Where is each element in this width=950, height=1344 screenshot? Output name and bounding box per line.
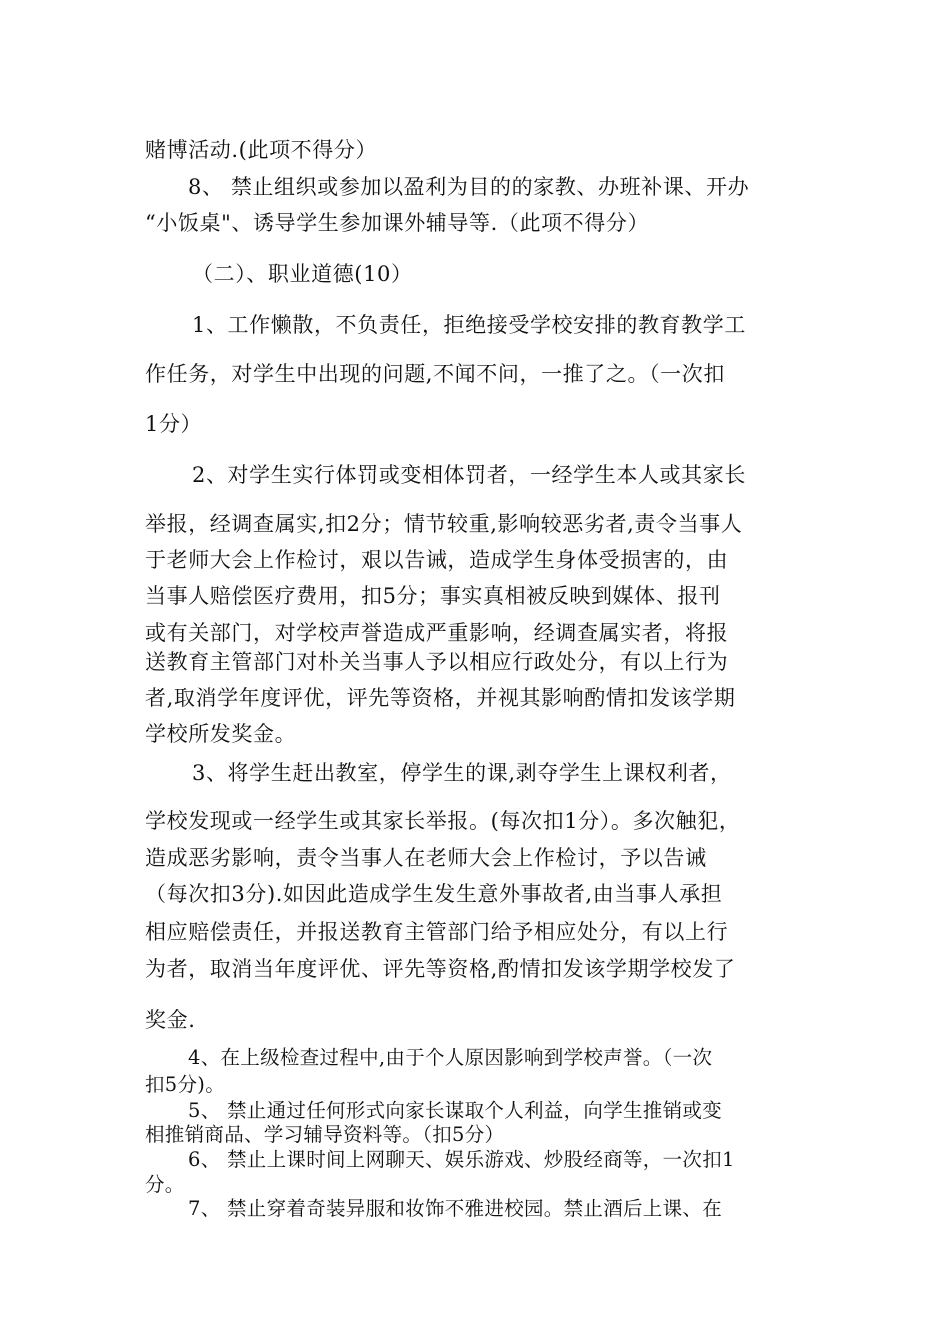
text-line: 相应赔偿责任，并报送教育主管部门给予相应处分，有以上行	[145, 920, 729, 944]
text-line: 3、将学生赶出教室，停学生的课,剥夺学生上课权利者，	[192, 761, 732, 785]
text-line: 赌博活动.(此项不得分）	[145, 138, 378, 162]
text-line: 学校所发奖金。	[145, 722, 297, 746]
text-line: “小饭桌"、诱导学生参加课外辅导等.（此项不得分）	[145, 211, 650, 235]
text-line: 7、 禁止穿着奇装异服和妆饰不雅进校园。禁止酒后上课、在	[188, 1197, 723, 1220]
text-line: 2、对学生实行体罚或变相体罚者，一经学生本人或其家长	[192, 463, 746, 487]
text-line: 举报，经调查属实,扣2分；情节较重,影响较恶劣者,责令当事人	[145, 512, 743, 536]
text-line: 扣5分)。	[145, 1073, 226, 1096]
text-line: 分。	[145, 1173, 185, 1196]
text-line: 奖金.	[145, 1008, 196, 1032]
text-line: 学校发现或一经学生或其家长举报。(每次扣1分）。多次触犯，	[145, 809, 741, 833]
text-line: 或有关部门，对学校声誉造成严重影响，经调查属实者，将报	[145, 621, 729, 645]
text-line: 造成恶劣影响，责令当事人在老师大会上作检讨，予以告诫	[145, 846, 707, 870]
text-line: 作任务，对学生中出现的问题,不闻不问，一推了之。（一次扣	[145, 362, 725, 386]
section-heading: （二）、职业道德(10）	[192, 262, 413, 286]
text-line: 1、工作懒散，不负责任，拒绝接受学校安排的教育教学工	[192, 313, 746, 337]
text-line: 者,取消学年度评优，评先等资格，并视其影响酌情扣发该学期	[145, 686, 736, 710]
text-line: 当事人赔偿医疗费用，扣5分；事实真相被反映到媒体、报刊	[145, 584, 721, 608]
text-line: 相推销商品、学习辅导资料等。（扣5分）	[145, 1123, 505, 1146]
text-line: 于老师大会上作检讨，艰以告诫，造成学生身体受损害的，由	[145, 548, 729, 572]
text-line: 为者，取消当年度评优、评先等资格,酌情扣发该学期学校发了	[145, 957, 736, 981]
text-line: 1分）	[145, 412, 203, 436]
text-line: 送教育主管部门对朴关当事人予以相应行政处分，有以上行为	[145, 650, 729, 674]
text-line: 5、 禁止通过任何形式向家长谋取个人利益，向学生推销或变	[188, 1099, 723, 1122]
text-line: 4、在上级检查过程中,由于个人原因影响到学校声誉。（一次	[188, 1046, 713, 1069]
text-line: 6、 禁止上课时间上网聊天、娱乐游戏、炒股经商等，一次扣1	[188, 1148, 735, 1171]
text-line: （每次扣3分).如因此造成学生发生意外事故者,由当事人承担	[145, 882, 723, 906]
text-line: 8、 禁止组织或参加以盈利为目的的家教、办班补课、开办	[188, 175, 750, 199]
